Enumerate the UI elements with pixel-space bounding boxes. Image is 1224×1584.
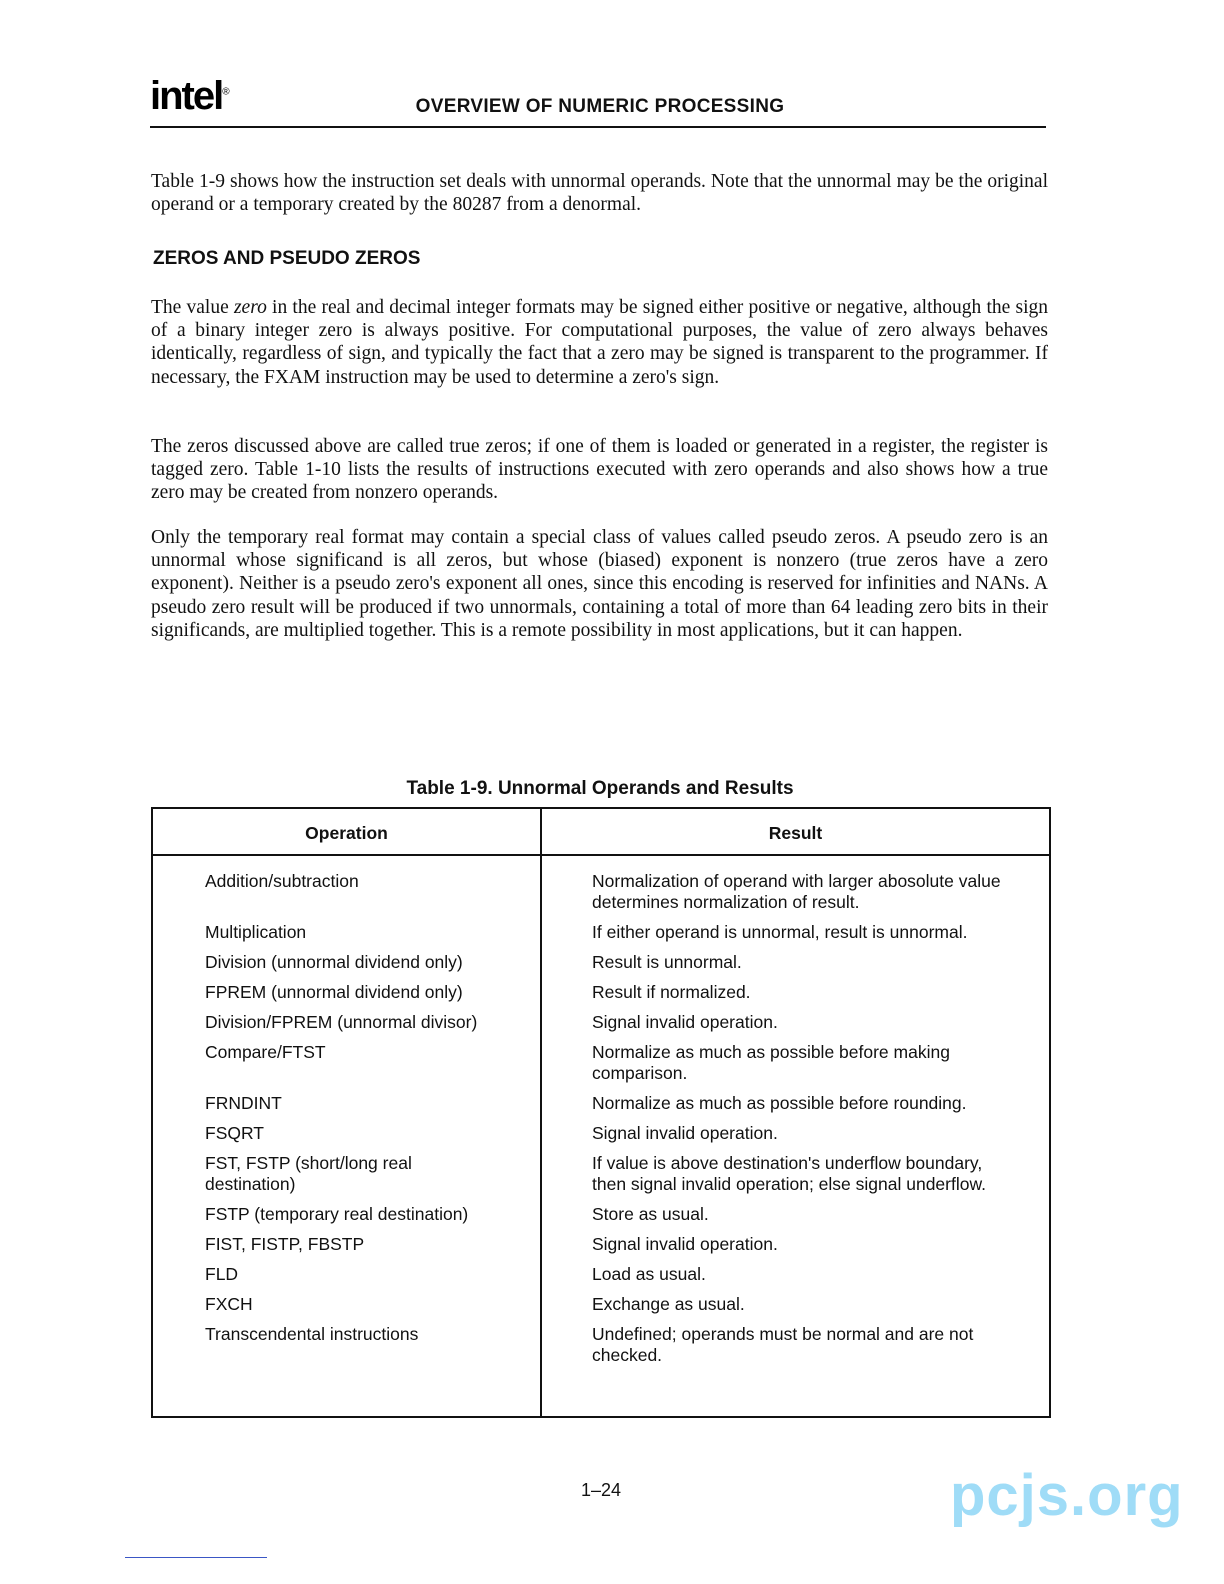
- table-row: [153, 1294, 1049, 1315]
- result-cell: Result is unnormal.: [592, 952, 742, 972]
- operation-cell: FPREM (unnormal dividend only): [205, 982, 463, 1002]
- table-row: [153, 1042, 1049, 1084]
- footer-line: [125, 1557, 267, 1558]
- operation-cell: Compare/FTST: [205, 1042, 326, 1062]
- table-row: [153, 952, 1049, 973]
- paragraph-text: The value: [151, 297, 234, 318]
- running-head: OVERVIEW OF NUMERIC PROCESSING: [415, 96, 785, 117]
- table-row: [153, 871, 1049, 913]
- result-cell: Undefined; operands must be normal and are not checked.: [592, 1324, 974, 1365]
- header-rule: [150, 126, 1046, 128]
- operation-cell: Division (unnormal dividend only): [205, 952, 463, 972]
- result-cell: Result if normalized.: [592, 982, 751, 1002]
- result-cell: Normalize as much as possible before making comparison.: [592, 1042, 950, 1083]
- table-body: [153, 871, 1049, 1375]
- table-row: [153, 1012, 1049, 1033]
- operation-cell: Multiplication: [205, 922, 307, 942]
- table-row: [153, 1123, 1049, 1144]
- result-cell: Normalize as much as possible before rounding.: [592, 1093, 967, 1113]
- result-cell: Normalization of operand with larger abosolute value determines normalization of result.: [592, 871, 1001, 912]
- result-cell: Load as usual.: [592, 1264, 706, 1284]
- operation-cell: FXCH: [205, 1294, 253, 1314]
- table-row: [153, 1153, 1049, 1195]
- result-cell: Signal invalid operation.: [592, 1234, 778, 1254]
- result-cell: If value is above destination's underflow boundary, then signal invalid operation; else signal underflow.: [592, 1153, 987, 1194]
- section-heading: ZEROS AND PSEUDO ZEROS: [153, 248, 421, 269]
- pcjs-watermark: pcjs.org: [950, 1463, 1184, 1528]
- table-title: Table 1-9. Unnormal Operands and Results: [406, 778, 794, 799]
- operation-cell: FIST, FISTP, FBSTP: [205, 1234, 365, 1254]
- table-row: [153, 1234, 1049, 1255]
- paragraph-zero-sign: [151, 296, 1048, 389]
- table-row: [153, 1324, 1049, 1366]
- intel-logo: intel®: [150, 74, 228, 118]
- table-row: [153, 982, 1049, 1003]
- unnormal-operands-table: [151, 807, 1051, 1418]
- paragraph-true-zeros: The zeros discussed above are called true zeros; if one of them is loaded or generated in a register, the register is tagged zero. Table 1-10 lists the results of instructions executed with zero operands and also shows how a true zero may be created from nonzero operands.: [151, 436, 1048, 504]
- operation-cell: FRNDINT: [205, 1093, 282, 1113]
- operation-cell: FST, FSTP (short/long real destination): [205, 1153, 412, 1194]
- result-cell: Signal invalid operation.: [592, 1123, 778, 1143]
- operation-cell: Addition/subtraction: [205, 871, 359, 891]
- table-header-rule: [153, 854, 1049, 856]
- table-row: [153, 922, 1049, 943]
- operation-cell: FSTP (temporary real destination): [205, 1204, 469, 1224]
- table-row: [153, 1204, 1049, 1225]
- result-cell: Exchange as usual.: [592, 1294, 745, 1314]
- operation-cell: Division/FPREM (unnormal divisor): [205, 1012, 478, 1032]
- page-number: 1–24: [580, 1480, 622, 1500]
- paragraph-pseudo-zeros: Only the temporary real format may contain a special class of values called pseudo zeros. A pseudo zero is an unnormal whose significand is all zeros, but whose (biased) exponent is nonzero (true zeros have a zero exponent). Neither is a pseudo zero's exponent all ones, since this encoding is reserved for infinities and NANs. A pseudo zero result will be produced if two unnormals, containing a total of more than 64 leading zero bits in their significands, are multiplied together. This is a remote possibility in most applications, but it can happen.: [151, 527, 1048, 641]
- column-header-result: Result: [768, 823, 823, 843]
- emphasis-zero: zero: [233, 297, 267, 318]
- table-row: [153, 1264, 1049, 1285]
- column-header-operation: Operation: [305, 823, 388, 843]
- result-cell: Store as usual.: [592, 1204, 709, 1224]
- result-cell: Signal invalid operation.: [592, 1012, 778, 1032]
- intro-paragraph: Table 1-9 shows how the instruction set deals with unnormal operands. Note that the unnormal may be the original operand or a temporary created by the 80287 from a denormal.: [151, 171, 1048, 216]
- operation-cell: FSQRT: [205, 1123, 264, 1143]
- paragraph-text: in the real and decimal integer formats may be signed either positive or negative, although the sign of a binary integer zero is always positive. For computational purposes, the value of zero always behaves identically, regardless of sign, and typically the fact that a zero may be signed is transparent to the programmer. If necessary, the FXAM instruction may be used to determine a zero's sign.: [151, 297, 1048, 388]
- operation-cell: FLD: [205, 1264, 239, 1284]
- operation-cell: Transcendental instructions: [205, 1324, 419, 1344]
- table-row: [153, 1093, 1049, 1114]
- result-cell: If either operand is unnormal, result is unnormal.: [592, 922, 968, 942]
